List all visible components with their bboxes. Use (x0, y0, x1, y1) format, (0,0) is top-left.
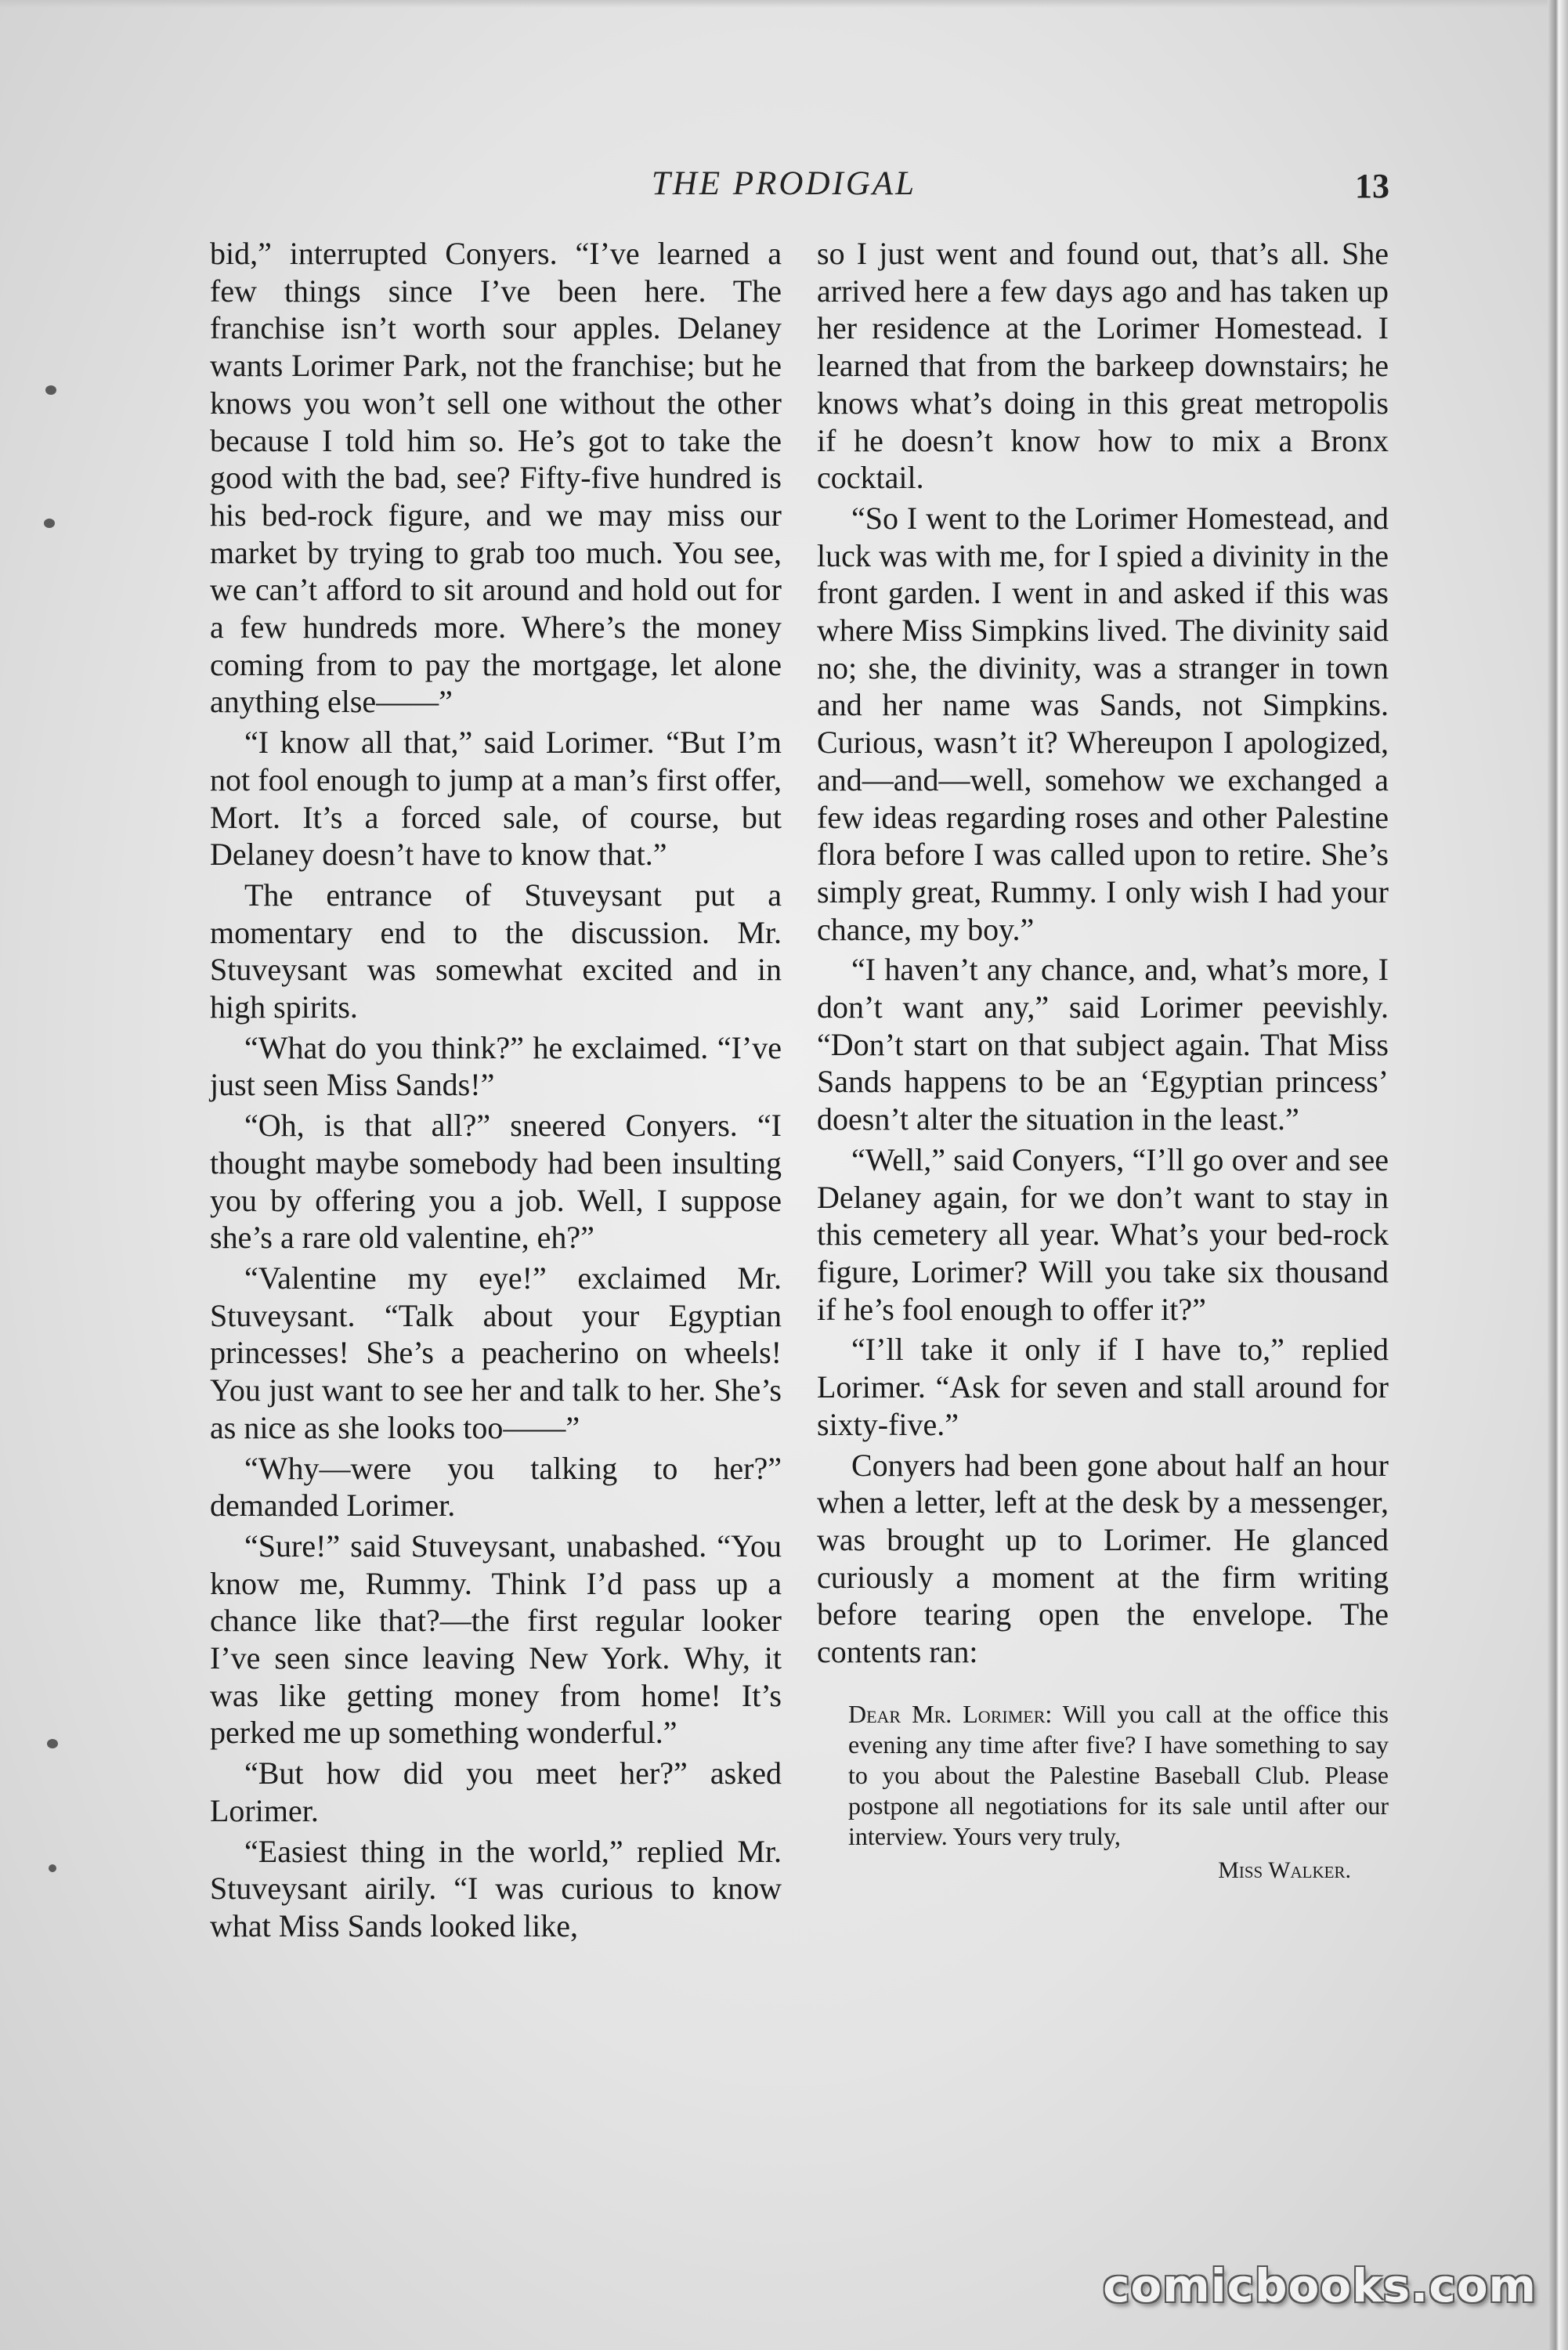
paragraph: “Easiest thing in the world,” replied Mr. Stuveysant airily. “I was curious to know what Miss Sands looked like, (210, 1833, 782, 1943)
letter-body: Will you call at the office this evening any time after five? I have something to say to you about the Palestine Baseball Club. Please postpone all negotiations for its sale until after our interview. Yours very truly, (848, 1699, 1389, 1850)
binding-hole-mark (49, 1864, 56, 1872)
running-title: THE PRODIGAL (651, 165, 917, 202)
binding-hole-mark (45, 385, 56, 395)
paragraph: “I haven’t any chance, and, what’s more, I don’t want any,” said Lorimer peevishly. “Don’t start on that subject again. That Miss Sands happens to be an ‘Egyptian princess’ doesn’t alter the situation in the least.” (817, 952, 1389, 1137)
paragraph: bid,” interrupted Conyers. “I’ve learned a few things since I’ve been here. The franchise isn’t worth sour apples. Delaney wants Lorimer Park, not the franchise; but he knows you won’t sell one without the other because I told him so. He’s got to take the good with the bad, see? Fifty-five hundred is his bed-rock figure, and we may miss our market by trying to grab too much. You see, we can’t afford to sit around and hold out for a few hundreds more. Where’s the money coming from to pay the mortgage, let alone anything else——” (210, 236, 782, 720)
paragraph: “What do you think?” he exclaimed. “I’ve just seen Miss Sands!” (210, 1029, 782, 1103)
paragraph: “Sure!” said Stuveysant, unabashed. “You know me, Rummy. Think I’d pass up a chance like that?—the first regular looker I’ve seen since leaving New York. Why, it was like getting money from home! It’s perked me up something wonderful.” (210, 1528, 782, 1751)
left-column (210, 235, 782, 1948)
paragraph: “I’ll take it only if I have to,” replied Lorimer. “Ask for seven and stall around for sixty-five.” (817, 1332, 1389, 1442)
paragraph: “Well,” said Conyers, “I’ll go over and see Delaney again, for we don’t want to stay in this cemetery all year. What’s your bed-rock figure, Lorimer? Will you take six thousand if he’s fool enough to offer it?” (817, 1141, 1389, 1327)
paragraph: “But how did you meet her?” asked Lorimer. (210, 1755, 782, 1828)
quoted-letter (817, 1699, 1389, 1885)
watermark-text: comicbooks.com (1103, 2259, 1537, 2312)
paragraph: “Valentine my eye!” exclaimed Mr. Stuveysant. “Talk about your Egyptian princesses! She’s a peacherino on wheels! You just want to see her and talk to her. She’s as nice as she looks too——” (210, 1260, 782, 1445)
paragraph: Conyers had been gone about half an hour when a letter, left at the desk by a messenger, was brought up to Lorimer. He glanced curiously a moment at the firm writing before tearing open the envelope. The contents ran: (817, 1447, 1389, 1670)
paragraph: so I just went and found out, that’s all. She arrived here a few days ago and has taken up her residence at the Lorimer Homestead. I learned that from the barkeep downstairs; he knows what’s doing in this great metropolis if he doesn’t know how to mix a Bronx cocktail. (817, 236, 1389, 496)
page-header (0, 164, 1568, 212)
binding-hole-mark (44, 519, 55, 528)
right-column (817, 235, 1389, 1885)
paragraph: “Why—were you talking to her?” demanded Lorimer. (210, 1450, 782, 1524)
letter-salutation: Dear Mr. Lorimer: (848, 1699, 1053, 1728)
binding-hole-mark (47, 1739, 58, 1748)
paragraph: “I know all that,” said Lorimer. “But I’m not fool enough to jump at a man’s first offer, Mort. It’s a forced sale, of course, but Delaney doesn’t have to know that.” (210, 725, 782, 873)
paragraph: “So I went to the Lorimer Homestead, and luck was with me, for I spied a divinity in the front garden. I went in and asked if this was where Miss Simpkins lived. The divinity said no; she, the divinity, was a stranger in town and her name was Sands, not Simpkins. Curious, wasn’t it? Whereupon I apologized, and—and—well, somehow we exchanged a few ideas regarding roses and other Palestine flora before I was called upon to retire. She’s simply great, Rummy. I only wish I had your chance, my boy.” (817, 500, 1389, 947)
paragraph: The entrance of Stuveysant put a momentary end to the discussion. Mr. Stuveysant was somewhat excited and in high spirits. (210, 877, 782, 1025)
letter-signature: Miss Walker. (1218, 1856, 1351, 1883)
page-top-shadow (0, 0, 1568, 8)
page-number: 13 (1355, 167, 1389, 205)
paragraph: “Oh, is that all?” sneered Conyers. “I thought maybe somebody had been insulting you by offering you a job. Well, I suppose she’s a rare old valentine, eh?” (210, 1108, 782, 1256)
page-binding-edge (1548, 0, 1568, 2350)
